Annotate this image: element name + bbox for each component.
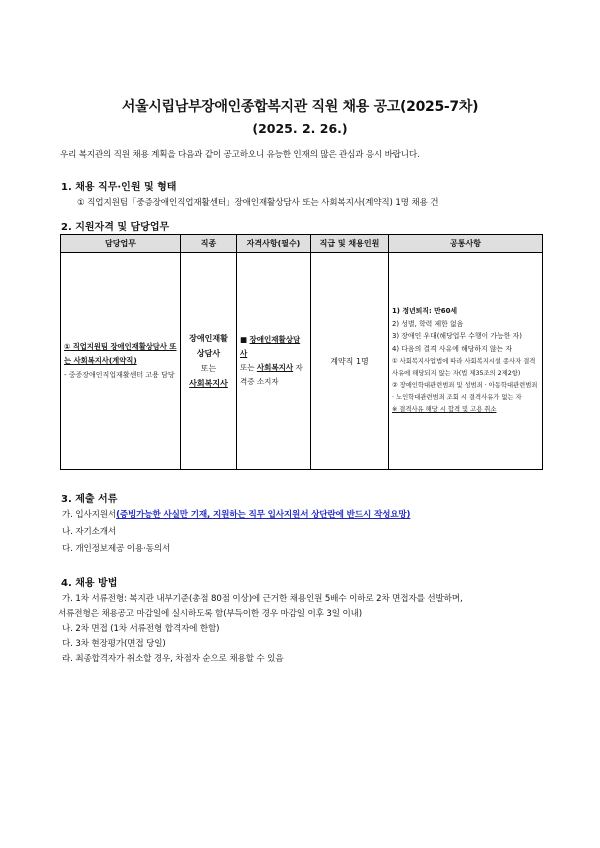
bullet-icon: ■	[240, 335, 248, 344]
section4-line2: 서류전형은 채용공고 마감일에 실시하도록 함(부득이한 경우 마감일 이후 3일 이내)	[58, 609, 362, 619]
common-item1: 1) 정년퇴직: 만60세	[392, 307, 458, 316]
jobtype-line4: 사회복지사	[189, 379, 228, 388]
page-title: 서울시립남부장애인종합복지관 직원 채용 공고(2025-7차)	[121, 99, 479, 115]
jobtype-line2: 상담사	[196, 349, 221, 358]
section3-item1	[62, 508, 410, 520]
common-item2: 2) 성별, 학력 제한 없음	[392, 319, 464, 328]
duty-sub: - 중증장애인직업재활센터 고용 담당	[64, 371, 175, 379]
section1-heading: 1. 채용 직무·인원 및 형태	[61, 182, 177, 193]
section3-item1-prefix: 가. 입사지원서	[62, 510, 117, 520]
header-duty: 담당업무	[61, 235, 181, 253]
jobtype-line3: 또는	[200, 364, 217, 373]
qual-suffix: 자격증 소지자	[240, 363, 303, 386]
rank-text: 계약직 1명	[330, 356, 369, 366]
section2-heading: 2. 지원자격 및 담당업무	[61, 222, 170, 233]
duty-cell	[61, 253, 181, 470]
section4-line1: 가. 1차 서류전형: 복지관 내부기준(총점 80점 이상)에 근거한 채용인원 5배수 이하로 2차 면접자를 선발하며,	[62, 594, 463, 604]
section4-line3: 나. 2차 면접 (1차 서류전형 합격자에 한함)	[62, 624, 220, 634]
table-row	[61, 253, 543, 470]
common-item3: 3) 장애인 우대(해당업무 수행이 가능한 자)	[392, 332, 522, 341]
common-note: ※ 결격사유 해당 시 합격 및 고용 취소	[392, 406, 497, 414]
qualification-table	[60, 234, 543, 470]
section4-line5: 라. 최종합격자가 취소할 경우, 차점자 순으로 채용할 수 있음	[62, 654, 284, 664]
section1-line: ① 직업지원팀「중증장애인직업재활센터」장애인재활상담사 또는 사회복지사(계약직) 1명 채용 건	[77, 198, 439, 208]
common-sub1: ① 사회복지사업법에 따라 사회복지시설 종사자 결격사유에 해당되지 않는 자(법 제35조의 2제2항)	[392, 357, 536, 377]
duty-main: ① 직업지원팀 장애인재활상담사 또는 사회복지사(계약직)	[64, 342, 177, 365]
announcement-date: (2025. 2. 26.)	[252, 121, 348, 136]
header-qualification: 자격사항(필수)	[237, 235, 311, 253]
header-common: 공통사항	[389, 235, 543, 253]
qualification-cell	[237, 253, 311, 470]
section3-item1-highlight: (증빙가능한 사실만 기재, 지원하는 직무 입사지원서 상단란에 반드시 작성요망)	[116, 510, 411, 520]
header-rank: 직급 및 채용인원	[311, 235, 389, 253]
rank-cell	[311, 253, 389, 470]
section3-item2: 나. 자기소개서	[62, 527, 117, 537]
common-cell	[389, 253, 543, 470]
qual-main: 장애인재활상담사	[240, 335, 301, 358]
jobtype-cell	[181, 253, 237, 470]
table-header-row	[61, 235, 543, 253]
section3-heading: 3. 제출 서류	[61, 494, 118, 505]
jobtype-line1: 장애인재활	[189, 334, 228, 343]
qual-social-worker: 사회복지사	[256, 363, 294, 372]
header-jobtype: 직종	[181, 235, 237, 253]
common-item4: 4) 다음의 결격 사유에 해당하지 않는 자	[392, 345, 513, 354]
section4-heading: 4. 채용 방법	[61, 578, 118, 589]
qual-prefix: 또는	[240, 363, 255, 372]
intro-text: 우리 복지관의 직원 채용 계획을 다음과 같이 공고하오니 유능한 인재의 많은 관심과 응시 바랍니다.	[60, 150, 420, 160]
section3-item3: 다. 개인정보제공 이용·동의서	[62, 544, 171, 554]
common-sub2: ② 장애인학대관련범죄 및 성범죄 · 아동학대관련범죄 · 노인학대관련범죄 조회 시 결격사유가 없는 자	[392, 382, 538, 402]
section4-line4: 다. 3차 현장평가(면접 당일)	[62, 639, 166, 649]
